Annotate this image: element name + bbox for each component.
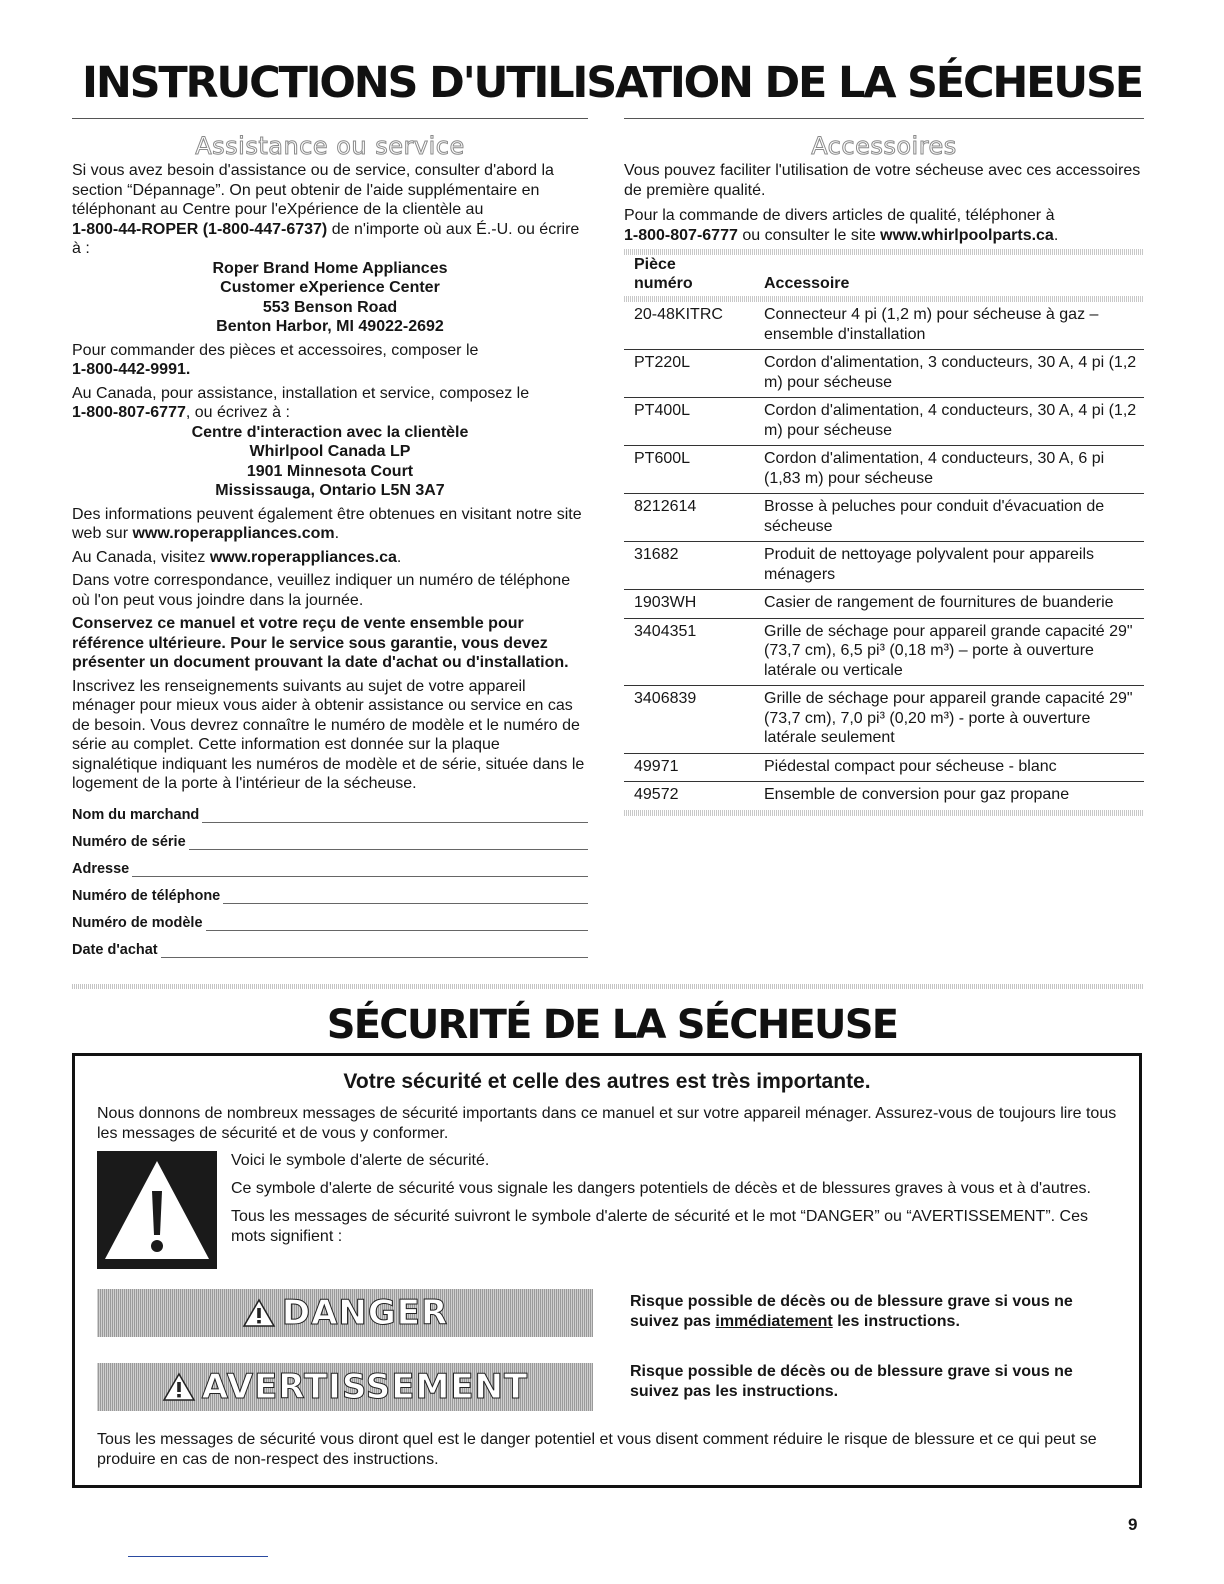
field-blank[interactable] bbox=[223, 890, 588, 904]
table-row bbox=[624, 782, 1144, 810]
intro-text: Si vous avez besoin d'assistance ou de service, consulter d'abord la section “Dépannage”. On peut obtenir de l'aide supplémentaire en téléphonant au Centre pour l'eXpérience de la clientèle au bbox=[72, 162, 554, 218]
safety-outro: Tous les messages de sécurité vous diront quel est le danger potentiel et vous disent comment réduire le risque de blessure et ce qui peut se produire en cas de non-respect des instructions. bbox=[97, 1431, 1097, 1468]
warning-banner bbox=[97, 1363, 593, 1411]
correspondence: Dans votre correspondance, veuillez indiquer un numéro de téléphone où l'on peut vous joindre dans la journée. bbox=[72, 572, 571, 609]
alert-triangle-icon bbox=[242, 1298, 276, 1328]
part-number-cell: PT400L bbox=[624, 398, 754, 446]
safety-box bbox=[72, 1053, 1142, 1488]
danger-banner-inner bbox=[97, 1289, 593, 1337]
danger-text-end: les instructions. bbox=[832, 1313, 960, 1330]
accessory-desc-cell: Piédestal compact pour sécheuse - blanc bbox=[754, 753, 1144, 782]
canada-contact bbox=[72, 384, 588, 423]
part-number-cell: 1903WH bbox=[624, 590, 754, 619]
address-line: Whirlpool Canada LP bbox=[249, 443, 411, 460]
part-number-cell: PT600L bbox=[624, 446, 754, 494]
intro-end: de n'importe où aux É.-U. ou écrire à : bbox=[72, 220, 580, 257]
address-line: 553 Benson Road bbox=[262, 298, 398, 316]
field-blank[interactable] bbox=[132, 863, 588, 877]
web-link[interactable]: www.roperappliances.com bbox=[132, 525, 335, 542]
punct: . bbox=[334, 525, 340, 542]
field-blank[interactable] bbox=[206, 917, 588, 931]
table-row bbox=[624, 302, 1144, 350]
form-field-address[interactable] bbox=[72, 850, 588, 877]
form-field-model[interactable] bbox=[72, 904, 588, 931]
accessory-desc-cell: Produit de nettoyage polyvalent pour appareils ménagers bbox=[754, 542, 1144, 590]
parts-phone: 1-800-442-9991. bbox=[72, 361, 191, 378]
field-label: Adresse bbox=[72, 860, 130, 877]
table-row bbox=[624, 446, 1144, 494]
safety-intro: Nous donnons de nombreux messages de sécurité importants dans ce manuel et sur votre appareil ménager. Assurez-vous de toujours lire tous les messages de sécurité et de vous y conformer. bbox=[97, 1105, 1117, 1142]
accessories-order bbox=[624, 206, 1144, 245]
divider bbox=[624, 118, 1144, 119]
warning-banner-inner bbox=[97, 1363, 593, 1411]
alert-line: Voici le symbole d'alerte de sécurité. bbox=[231, 1152, 490, 1169]
accessory-desc-cell: Brosse à peluches pour conduit d'évacuation de sécheuse bbox=[754, 494, 1144, 542]
divider bbox=[72, 118, 588, 119]
field-blank[interactable] bbox=[161, 944, 588, 958]
canada-text-end: , ou écrivez à : bbox=[185, 404, 290, 421]
header-line: numéro bbox=[634, 275, 693, 292]
punct: . bbox=[1053, 226, 1059, 244]
canada-text: Au Canada, pour assistance, installation et service, composez le bbox=[72, 384, 530, 402]
punct: . bbox=[396, 548, 402, 566]
part-number-cell: 8212614 bbox=[624, 494, 754, 542]
address-ca bbox=[72, 423, 588, 501]
form-field-purchase-date[interactable] bbox=[72, 931, 588, 958]
order-link[interactable]: www.whirlpoolparts.ca bbox=[880, 226, 1054, 244]
web-ca-text: Au Canada, visitez bbox=[72, 548, 210, 566]
accessory-desc-cell: Casier de rangement de fournitures de buanderie bbox=[754, 590, 1144, 619]
danger-label: DANGER bbox=[281, 1293, 449, 1333]
accessory-desc-cell: Connecteur 4 pi (1,2 m) pour sécheuse à gaz – ensemble d'installation bbox=[754, 302, 1144, 350]
order-phone: 1-800-807-6777 bbox=[624, 226, 738, 244]
part-number-cell: 49572 bbox=[634, 786, 679, 803]
accessories-heading: Accessoires bbox=[811, 132, 957, 160]
header-line: Pièce bbox=[634, 256, 676, 273]
order-text: Pour la commande de divers articles de qualité, téléphoner à bbox=[624, 207, 1055, 224]
parts-order bbox=[72, 341, 588, 380]
assistance-intro bbox=[72, 161, 588, 259]
field-label: Nom du marchand bbox=[72, 806, 200, 823]
web-info bbox=[72, 505, 588, 544]
table-row bbox=[624, 350, 1144, 398]
field-label: Numéro de téléphone bbox=[72, 887, 221, 904]
col-part-header bbox=[624, 255, 754, 296]
alert-line: Ce symbole d'alerte de sécurité vous signale les dangers potentiels de décès et de blessures graves à vous et à d'autres. bbox=[231, 1180, 1091, 1197]
danger-description bbox=[630, 1292, 1120, 1332]
assistance-section bbox=[72, 118, 588, 958]
dotted-rule bbox=[624, 810, 1144, 816]
warning-triangle-icon bbox=[97, 1151, 217, 1269]
address-us bbox=[72, 259, 588, 337]
safety-title: SÉCURITÉ DE LA SÉCHEUSE bbox=[326, 1002, 898, 1048]
accessories-section bbox=[624, 118, 1144, 816]
danger-banner bbox=[97, 1289, 593, 1337]
part-number-cell: 49971 bbox=[624, 753, 754, 782]
field-label: Date d'achat bbox=[72, 941, 158, 958]
part-number-cell: 3404351 bbox=[624, 618, 754, 686]
table-row bbox=[624, 590, 1144, 619]
address-line: Customer eXperience Center bbox=[220, 279, 440, 296]
accessories-table bbox=[624, 255, 1144, 810]
page-number: 9 bbox=[1128, 1515, 1138, 1534]
warning-label: AVERTISSEMENT bbox=[201, 1367, 529, 1407]
web-ca-info bbox=[72, 548, 588, 568]
web-text: Des informations peuvent également être obtenues en visitant notre site web sur bbox=[72, 505, 582, 542]
accessory-desc-cell: Cordon d'alimentation, 4 conducteurs, 30 A, 6 pi (1,83 m) pour sécheuse bbox=[754, 446, 1144, 494]
table-row bbox=[624, 618, 1144, 686]
canada-phone: 1-800-807-6777 bbox=[72, 404, 186, 421]
accessories-intro: Vous pouvez faciliter l'utilisation de votre sécheuse avec ces accessoires de première qualité. bbox=[624, 162, 1141, 199]
accessory-desc-cell: Cordon d'alimentation, 3 conducteurs, 30 A, 4 pi (1,2 m) pour sécheuse bbox=[754, 350, 1144, 398]
phone-us: 1-800-44-ROPER (1-800-447-6737) bbox=[72, 220, 328, 238]
form-field-phone[interactable] bbox=[72, 877, 588, 904]
part-number-cell: PT220L bbox=[624, 350, 754, 398]
record-info: Inscrivez les renseignements suivants au sujet de votre appareil ménager pour mieux vous aider à obtenir assistance ou service en cas de besoin. Vous devrez connaître le numéro de modèle et le numéro de série au complet. Cette information est donnée sur la plaque signalétique indiquant les numéros de modèle et de série, située dans le logement de la porte à l'intérieur de la sécheuse. bbox=[72, 677, 585, 792]
part-number-cell: 20-48KITRC bbox=[624, 302, 754, 350]
keep-manual: Conservez ce manuel et votre reçu de vente ensemble pour référence ultérieure. Pour le service sous garantie, vous devez présenter un document prouvant la date d'achat ou d'installation. bbox=[72, 615, 569, 671]
safety-subtitle: Votre sécurité et celle des autres est très importante. bbox=[343, 1070, 871, 1093]
table-row bbox=[624, 494, 1144, 542]
table-row bbox=[624, 753, 1144, 782]
address-line: Roper Brand Home Appliances bbox=[212, 259, 448, 277]
parts-text: Pour commander des pièces et accessoires, composer le bbox=[72, 341, 479, 359]
form-field-serial[interactable] bbox=[72, 823, 588, 850]
section-separator bbox=[72, 984, 1144, 989]
table-row bbox=[624, 398, 1144, 446]
field-blank[interactable] bbox=[202, 809, 588, 823]
field-blank[interactable] bbox=[189, 836, 588, 850]
field-label: Numéro de modèle bbox=[72, 914, 203, 931]
part-number-cell: 3406839 bbox=[624, 686, 754, 754]
table-row bbox=[624, 542, 1144, 590]
accessories-table-body bbox=[624, 302, 1144, 810]
danger-text: Risque possible de décès ou de blessure grave si vous ne suivez pas bbox=[630, 1293, 1073, 1330]
safety-alert-icon bbox=[97, 1151, 217, 1269]
web-ca-link[interactable]: www.roperappliances.ca bbox=[209, 548, 397, 566]
part-number-cell: 31682 bbox=[624, 542, 754, 590]
form-field-dealer[interactable] bbox=[72, 796, 588, 823]
alert-line: Tous les messages de sécurité suivront le symbole d'alerte de sécurité et le mot “DANGER” ou “AVERTISSEMENT”. Ces mots signifient : bbox=[231, 1208, 1088, 1245]
order-mid: ou consulter le site bbox=[737, 226, 881, 244]
accessory-desc-cell: Cordon d'alimentation, 4 conducteurs, 30 A, 4 pi (1,2 m) pour sécheuse bbox=[754, 398, 1144, 446]
accessory-desc-cell: Grille de séchage pour appareil grande capacité 29" (73,7 cm), 7,0 pi³ (0,20 m³) - porte à ouverture latérale seulement bbox=[754, 686, 1144, 754]
footer-rule bbox=[128, 1556, 268, 1557]
address-line: Mississauga, Ontario L5N 3A7 bbox=[215, 482, 445, 499]
table-row bbox=[624, 686, 1144, 754]
col-accessory-header: Accessoire bbox=[764, 275, 850, 292]
accessory-desc-cell: Ensemble de conversion pour gaz propane bbox=[764, 786, 1070, 803]
address-line: Centre d'interaction avec la clientèle bbox=[191, 423, 469, 441]
warning-description: Risque possible de décès ou de blessure grave si vous ne suivez pas les instructions. bbox=[630, 1363, 1073, 1400]
field-label: Numéro de série bbox=[72, 833, 186, 850]
accessory-desc-cell: Grille de séchage pour appareil grande capacité 29" (73,7 cm), 6,5 pi³ (0,18 m³) – porte à ouverture latérale ou verticale bbox=[754, 618, 1144, 686]
danger-emphasis: immédiatement bbox=[715, 1313, 833, 1330]
page-title: INSTRUCTIONS D'UTILISATION DE LA SÉCHEUSE bbox=[82, 58, 1142, 108]
address-line: Benton Harbor, MI 49022-2692 bbox=[216, 318, 444, 335]
alert-triangle-icon bbox=[162, 1372, 196, 1402]
table-header-row bbox=[624, 255, 1144, 296]
assistance-heading: Assistance ou service bbox=[195, 132, 465, 160]
record-form bbox=[72, 796, 588, 958]
alert-explanations bbox=[231, 1151, 1111, 1255]
address-line: 1901 Minnesota Court bbox=[246, 462, 414, 480]
